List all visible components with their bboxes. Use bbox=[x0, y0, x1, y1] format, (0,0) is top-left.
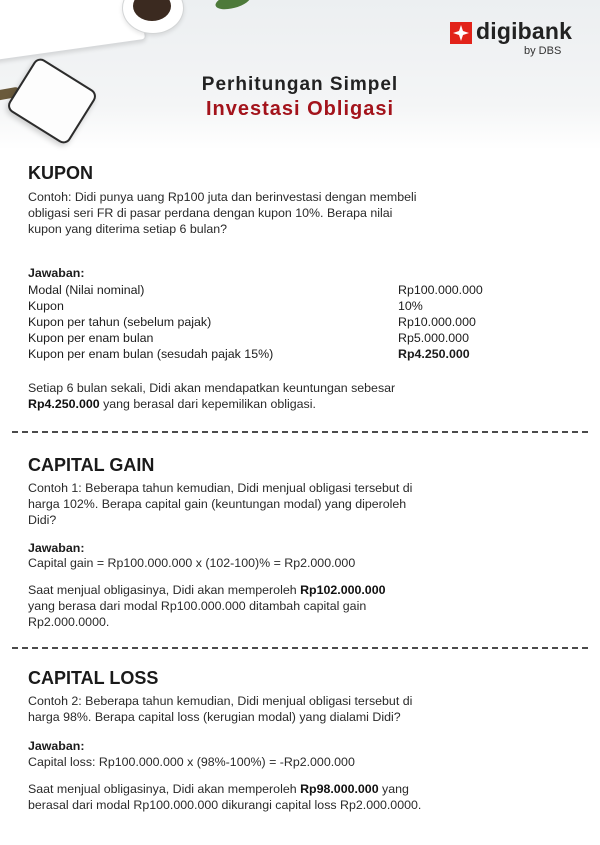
capital-gain-heading: CAPITAL GAIN bbox=[28, 455, 155, 475]
section-divider bbox=[12, 431, 588, 433]
kupon-row-value: Rp5.000.000 bbox=[398, 331, 469, 345]
kupon-conclusion-line-1: Setiap 6 bulan sekali, Didi akan mendapatkan keuntungan sebesar bbox=[28, 381, 396, 395]
brand-name: digibank bbox=[476, 18, 573, 44]
capital-gain-conclusion-line-3: Rp2.000.0000. bbox=[28, 615, 110, 629]
kupon-row-value: Rp100.000.000 bbox=[398, 283, 483, 297]
capital-loss-answer-label: Jawaban: bbox=[28, 739, 85, 753]
capital-gain-conclusion-line-1 bbox=[28, 583, 385, 597]
capital-gain-conclusion-line-2: yang berasa dari modal Rp100.000.000 ditambah capital gain bbox=[28, 599, 367, 613]
kupon-row bbox=[28, 283, 588, 299]
capital-loss-conclusion-line-2: berasal dari modal Rp100.000.000 dikurangi capital loss Rp2.000.0000. bbox=[28, 798, 422, 812]
dbs-star-icon bbox=[450, 22, 472, 44]
capital-loss-heading: CAPITAL LOSS bbox=[28, 668, 159, 688]
capital-loss-question-line-2: harga 98%. Berapa capital loss (kerugian modal) yang dialami Didi? bbox=[28, 710, 401, 724]
capital-gain-answer-label: Jawaban: bbox=[28, 541, 85, 555]
kupon-row bbox=[28, 299, 588, 315]
kupon-row-label: Modal (Nilai nominal) bbox=[28, 283, 145, 297]
capital-loss-conclusion-amount: Rp98.000.000 bbox=[300, 782, 379, 796]
page-title: Perhitungan Simpel bbox=[201, 74, 399, 95]
kupon-conclusion-line-2 bbox=[28, 397, 316, 411]
capital-loss-formula: Capital loss: Rp100.000.000 x (98%-100%) = -Rp2.000.000 bbox=[28, 755, 355, 769]
kupon-row bbox=[28, 331, 588, 347]
kupon-row-value: Rp4.250.000 bbox=[398, 347, 470, 361]
capital-gain-conclusion-amount: Rp102.000.000 bbox=[300, 583, 386, 597]
capital-gain-question-line-1: Contoh 1: Beberapa tahun kemudian, Didi menjual obligasi tersebut di bbox=[28, 481, 413, 495]
page-subtitle: Investasi Obligasi bbox=[205, 98, 395, 120]
capital-gain-question-line-3: Didi? bbox=[28, 513, 57, 527]
capital-loss-conclusion-pre: Saat menjual obligasinya, Didi akan memperoleh bbox=[28, 782, 301, 796]
kupon-question-line-2: obligasi seri FR di pasar perdana dengan kupon 10%. Berapa nilai bbox=[28, 206, 393, 220]
capital-loss-conclusion-line-1 bbox=[28, 782, 409, 796]
kupon-conclusion-rest: yang berasal dari kepemilikan obligasi. bbox=[99, 397, 316, 411]
digibank-logo bbox=[430, 18, 580, 62]
capital-gain-formula: Capital gain = Rp100.000.000 x (102-100)% = Rp2.000.000 bbox=[28, 556, 356, 570]
kupon-row bbox=[28, 315, 588, 331]
section-divider bbox=[12, 647, 588, 649]
capital-loss-question-line-1: Contoh 2: Beberapa tahun kemudian, Didi menjual obligasi tersebut di bbox=[28, 694, 413, 708]
kupon-question-line-3: kupon yang diterima setiap 6 bulan? bbox=[28, 222, 228, 236]
kupon-row-label: Kupon per enam bulan bbox=[28, 331, 154, 345]
plant-leaf-illustration bbox=[214, 0, 252, 12]
capital-gain-question-line-2: harga 102%. Berapa capital gain (keuntungan modal) yang diperoleh bbox=[28, 497, 407, 511]
capital-gain-conclusion-pre: Saat menjual obligasinya, Didi akan memperoleh bbox=[28, 583, 301, 597]
kupon-row-label: Kupon per tahun (sebelum pajak) bbox=[28, 315, 212, 329]
brand-sub: by DBS bbox=[524, 45, 562, 57]
capital-loss-conclusion-post: yang bbox=[378, 782, 409, 796]
kupon-question-line-1: Contoh: Didi punya uang Rp100 juta dan berinvestasi dengan membeli bbox=[28, 190, 417, 204]
kupon-conclusion-amount: Rp4.250.000 bbox=[28, 397, 100, 411]
kupon-row-label: Kupon bbox=[28, 299, 64, 313]
kupon-heading: KUPON bbox=[28, 163, 94, 183]
kupon-row-label: Kupon per enam bulan (sesudah pajak 15%) bbox=[28, 347, 274, 361]
kupon-row bbox=[28, 347, 588, 363]
kupon-answer-label: Jawaban: bbox=[28, 266, 85, 280]
kupon-row-value: 10% bbox=[398, 299, 423, 313]
kupon-row-value: Rp10.000.000 bbox=[398, 315, 476, 329]
